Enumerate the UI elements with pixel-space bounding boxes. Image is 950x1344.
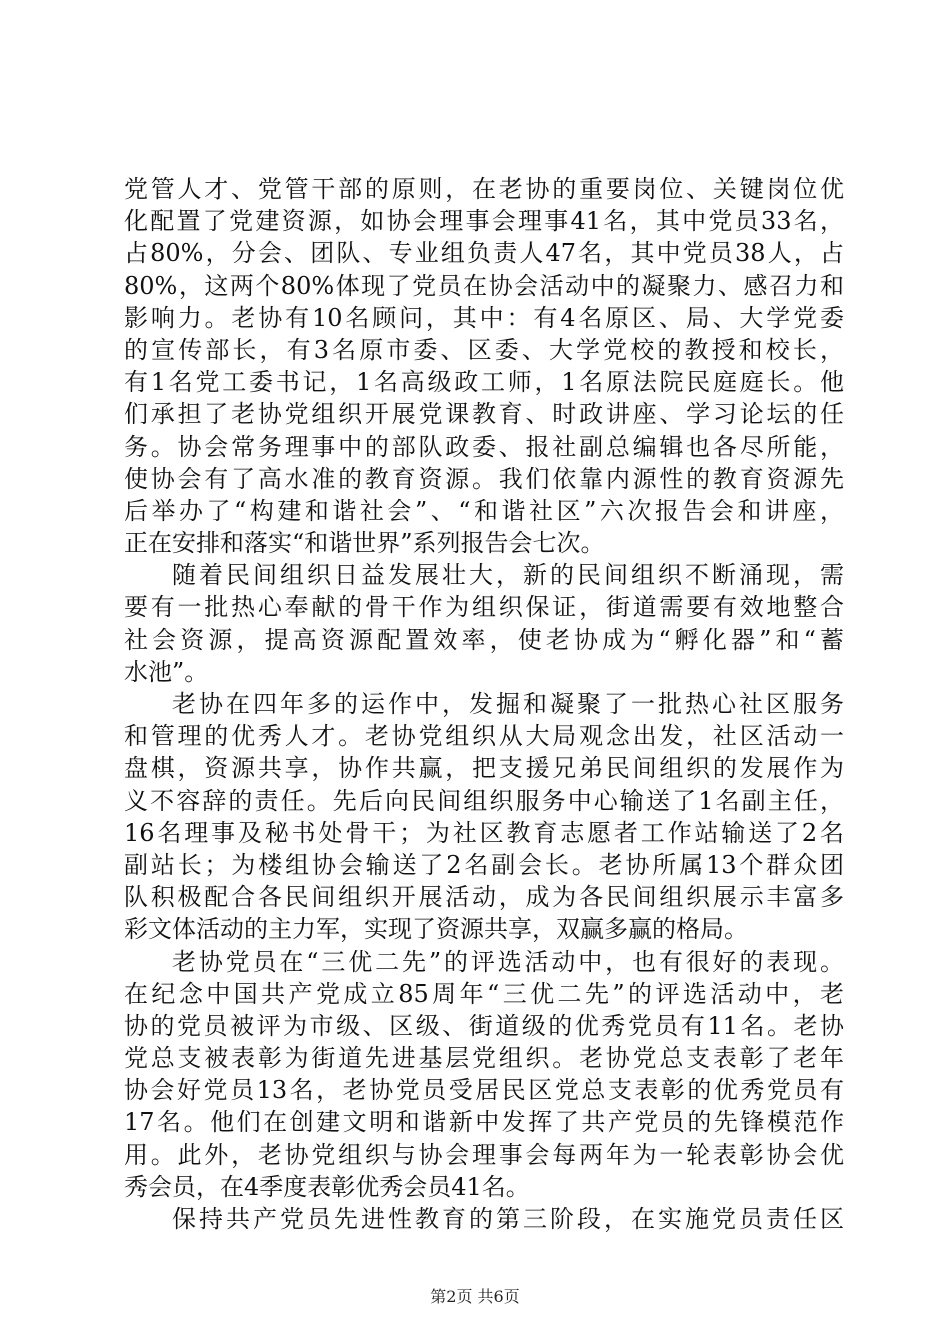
text-line: 用。此外，老协党组织与协会理事会每两年为一轮表彰协会优 — [124, 1140, 844, 1169]
text-line: 协会好党员13名，老协党员受居民区党总支表彰的优秀党员有 — [124, 1076, 844, 1105]
text-line: 老协在四年多的运作中，发掘和凝聚了一批热心社区服务 — [172, 690, 844, 718]
text-line: 使协会有了高水准的教育资源。我们依靠内源性的教育资源先 — [124, 464, 844, 493]
text-line: 16名理事及秘书处骨干；为社区教育志愿者工作站输送了2名 — [124, 818, 844, 847]
text-line: 正在安排和落实“和谐世界”系列报告会七次。 — [124, 529, 605, 558]
text-line: 副站长；为楼组协会输送了2名副会长。老协所属13个群众团 — [124, 850, 844, 879]
text-line: 彩文体活动的主力军，实现了资源共享，双赢多赢的格局。 — [124, 915, 748, 944]
text-line: 保持共产党员先进性教育的第三阶段，在实施党员责任区 — [172, 1205, 844, 1233]
text-line: 化配置了党建资源，如协会理事会理事41名，其中党员33名， — [124, 207, 844, 236]
text-line: 秀会员，在4季度表彰优秀会员41名。 — [124, 1172, 530, 1201]
text-line: 占80%，分会、团队、专业组负责人47名，其中党员38人，占 — [124, 239, 844, 268]
text-line: 协的党员被评为市级、区级、街道级的优秀党员有11名。老协 — [124, 1011, 844, 1040]
text-line: 的宣传部长，有3名原市委、区委、大学党校的教授和校长， — [124, 335, 844, 364]
text-line: 后举办了“构建和谐社会”、“和谐社区”六次报告会和讲座， — [124, 496, 844, 525]
page-number-footer: 第2页 共6页 — [430, 1287, 520, 1306]
text-line: 和管理的优秀人才。老协党组织从大局观念出发，社区活动一 — [124, 722, 844, 751]
text-line: 17名。他们在创建文明和谐新中发挥了共产党员的先锋模范作 — [124, 1108, 844, 1137]
text-line: 义不容辞的责任。先后向民间组织服务中心输送了1名副主任， — [124, 786, 844, 815]
text-line: 老协党员在“三优二先”的评选活动中，也有很好的表现。 — [172, 947, 844, 976]
text-line: 水池”。 — [124, 657, 209, 686]
text-line: 队积极配合各民间组织开展活动，成为各民间组织展示丰富多 — [124, 883, 844, 912]
document-body — [124, 173, 844, 1235]
text-line: 在纪念中国共产党成立85周年“三优二先”的评选活动中，老 — [124, 979, 844, 1008]
text-line: 80%，这两个80%体现了党员在协会活动中的凝聚力、感召力和 — [124, 271, 844, 300]
text-line: 要有一批热心奉献的骨干作为组织保证，街道需要有效地整合 — [124, 593, 844, 622]
text-line: 有1名党工委书记，1名高级政工师，1名原法院民庭庭长。他 — [124, 368, 844, 397]
text-line: 党管人才、党管干部的原则，在老协的重要岗位、关键岗位优 — [124, 175, 844, 203]
text-line: 影响力。老协有10名顾问，其中：有4名原区、局、大学党委 — [124, 303, 844, 332]
text-line: 社会资源，提高资源配置效率，使老协成为“孵化器”和“蓄 — [124, 625, 844, 654]
text-line: 们承担了老协党组织开展党课教育、时政讲座、学习论坛的任 — [124, 400, 844, 429]
text-line: 随着民间组织日益发展壮大，新的民间组织不断涌现，需 — [172, 561, 844, 590]
text-line: 党总支被表彰为街道先进基层党组织。老协党总支表彰了老年 — [124, 1044, 844, 1073]
text-line: 盘棋，资源共享，协作共赢，把支援兄弟民间组织的发展作为 — [124, 754, 844, 783]
text-line: 务。协会常务理事中的部队政委、报社副总编辑也各尽所能， — [124, 432, 844, 461]
